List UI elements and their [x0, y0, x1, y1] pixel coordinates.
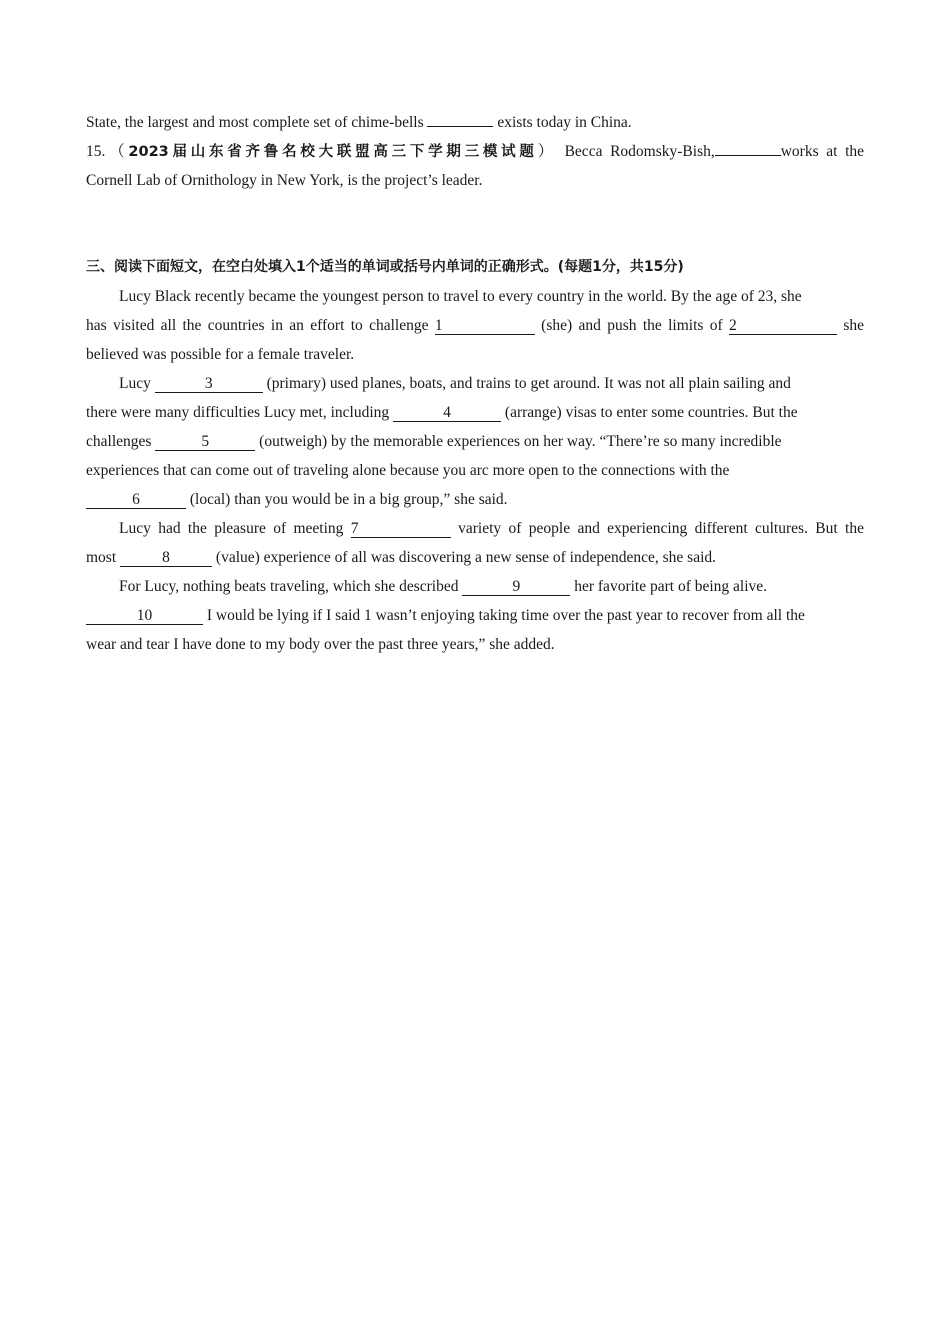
question-paren: ） [537, 143, 557, 160]
passage-line [86, 543, 864, 572]
passage-text: (outweigh) by the memorable experiences on her way. “There’re so many incredible [255, 433, 782, 450]
passage-text: believed was possible for a female traveler. [86, 346, 355, 363]
passage-text: she [837, 317, 864, 334]
passage-line [86, 311, 864, 340]
section-heading: 三、阅读下面短文，在空白处填入1个适当的单词或括号内单词的正确形式。(每题1分，共15分) [86, 259, 684, 275]
passage-text: most [86, 549, 121, 566]
passage-line [86, 572, 864, 601]
answer-blank-1: 1 [435, 318, 535, 335]
document-page [86, 108, 864, 659]
passage-line [86, 340, 864, 369]
question-15-line-2 [86, 166, 864, 195]
answer-blank-2: 2 [729, 318, 837, 335]
answer-blank-9: 9 [462, 579, 570, 596]
prev-question-text: State, the largest and most complete set of chime-bells [86, 114, 428, 131]
passage-text: Lucy had the pleasure of meeting [119, 520, 351, 537]
passage-text: For Lucy, nothing beats traveling, which she described [119, 578, 463, 595]
passage-text: experiences that can come out of traveling alone because you arc more open to the connections with the [86, 462, 730, 479]
passage-line [86, 398, 864, 427]
passage-text: Lucy Black recently became the youngest person to travel to every country in the world. By the age of 23, she [119, 288, 802, 305]
question-number: 15.（ [86, 143, 129, 160]
passage-text: (arrange) visas to enter some countries. But the [501, 404, 798, 421]
answer-blank-7: 7 [351, 521, 451, 538]
answer-blank-10: 10 [86, 608, 203, 625]
question-text: Cornell Lab of Ornithology in New York, is the project’s leader. [86, 172, 483, 189]
passage-text: (she) and push the limits of [534, 317, 729, 334]
answer-blank [427, 110, 493, 127]
answer-blank-8: 8 [120, 550, 212, 567]
passage-line [86, 427, 864, 456]
passage-text: (value) experience of all was discovering a new sense of independence, she said. [212, 549, 717, 566]
passage-text: Lucy [119, 375, 155, 392]
passage-line [86, 282, 864, 311]
passage-text: her favorite part of being alive. [570, 578, 768, 595]
passage-line [86, 601, 864, 630]
question-15-line-1 [86, 137, 864, 166]
passage-line [86, 514, 864, 543]
passage-line [86, 485, 864, 514]
passage-text: (local) than you would be in a big group,” she said. [186, 491, 508, 508]
passage-line [86, 630, 864, 659]
passage-text: challenges [86, 433, 156, 450]
passage-text: I would be lying if I said 1 wasn’t enjoying taking time over the past year to recover from all the [203, 607, 805, 624]
answer-blank-4: 4 [393, 405, 501, 422]
answer-blank [715, 139, 781, 156]
passage-line [86, 369, 864, 398]
prev-question-text: exists today in China. [493, 114, 632, 131]
passage-text: (primary) used planes, boats, and trains to get around. It was not all plain sailing and [262, 375, 791, 392]
passage-text: there were many difficulties Lucy met, including [86, 404, 394, 421]
passage-line [86, 456, 864, 485]
question-text: Becca Rodomsky-Bish, [564, 143, 715, 160]
passage-text: variety of people and experiencing different cultures. But the [450, 520, 864, 537]
passage-text: wear and tear I have done to my body over the past three years,” she added. [86, 636, 555, 653]
answer-blank-3: 3 [155, 376, 263, 393]
question-text: works at the [780, 143, 865, 160]
answer-blank-5: 5 [155, 434, 255, 451]
question-source: 2023届山东省齐鲁名校大联盟高三下学期三模试题 [128, 144, 538, 160]
prev-question-line [86, 108, 864, 137]
spacer [86, 195, 864, 253]
answer-blank-6: 6 [86, 492, 186, 509]
passage-text: has visited all the countries in an effort to challenge [86, 317, 435, 334]
